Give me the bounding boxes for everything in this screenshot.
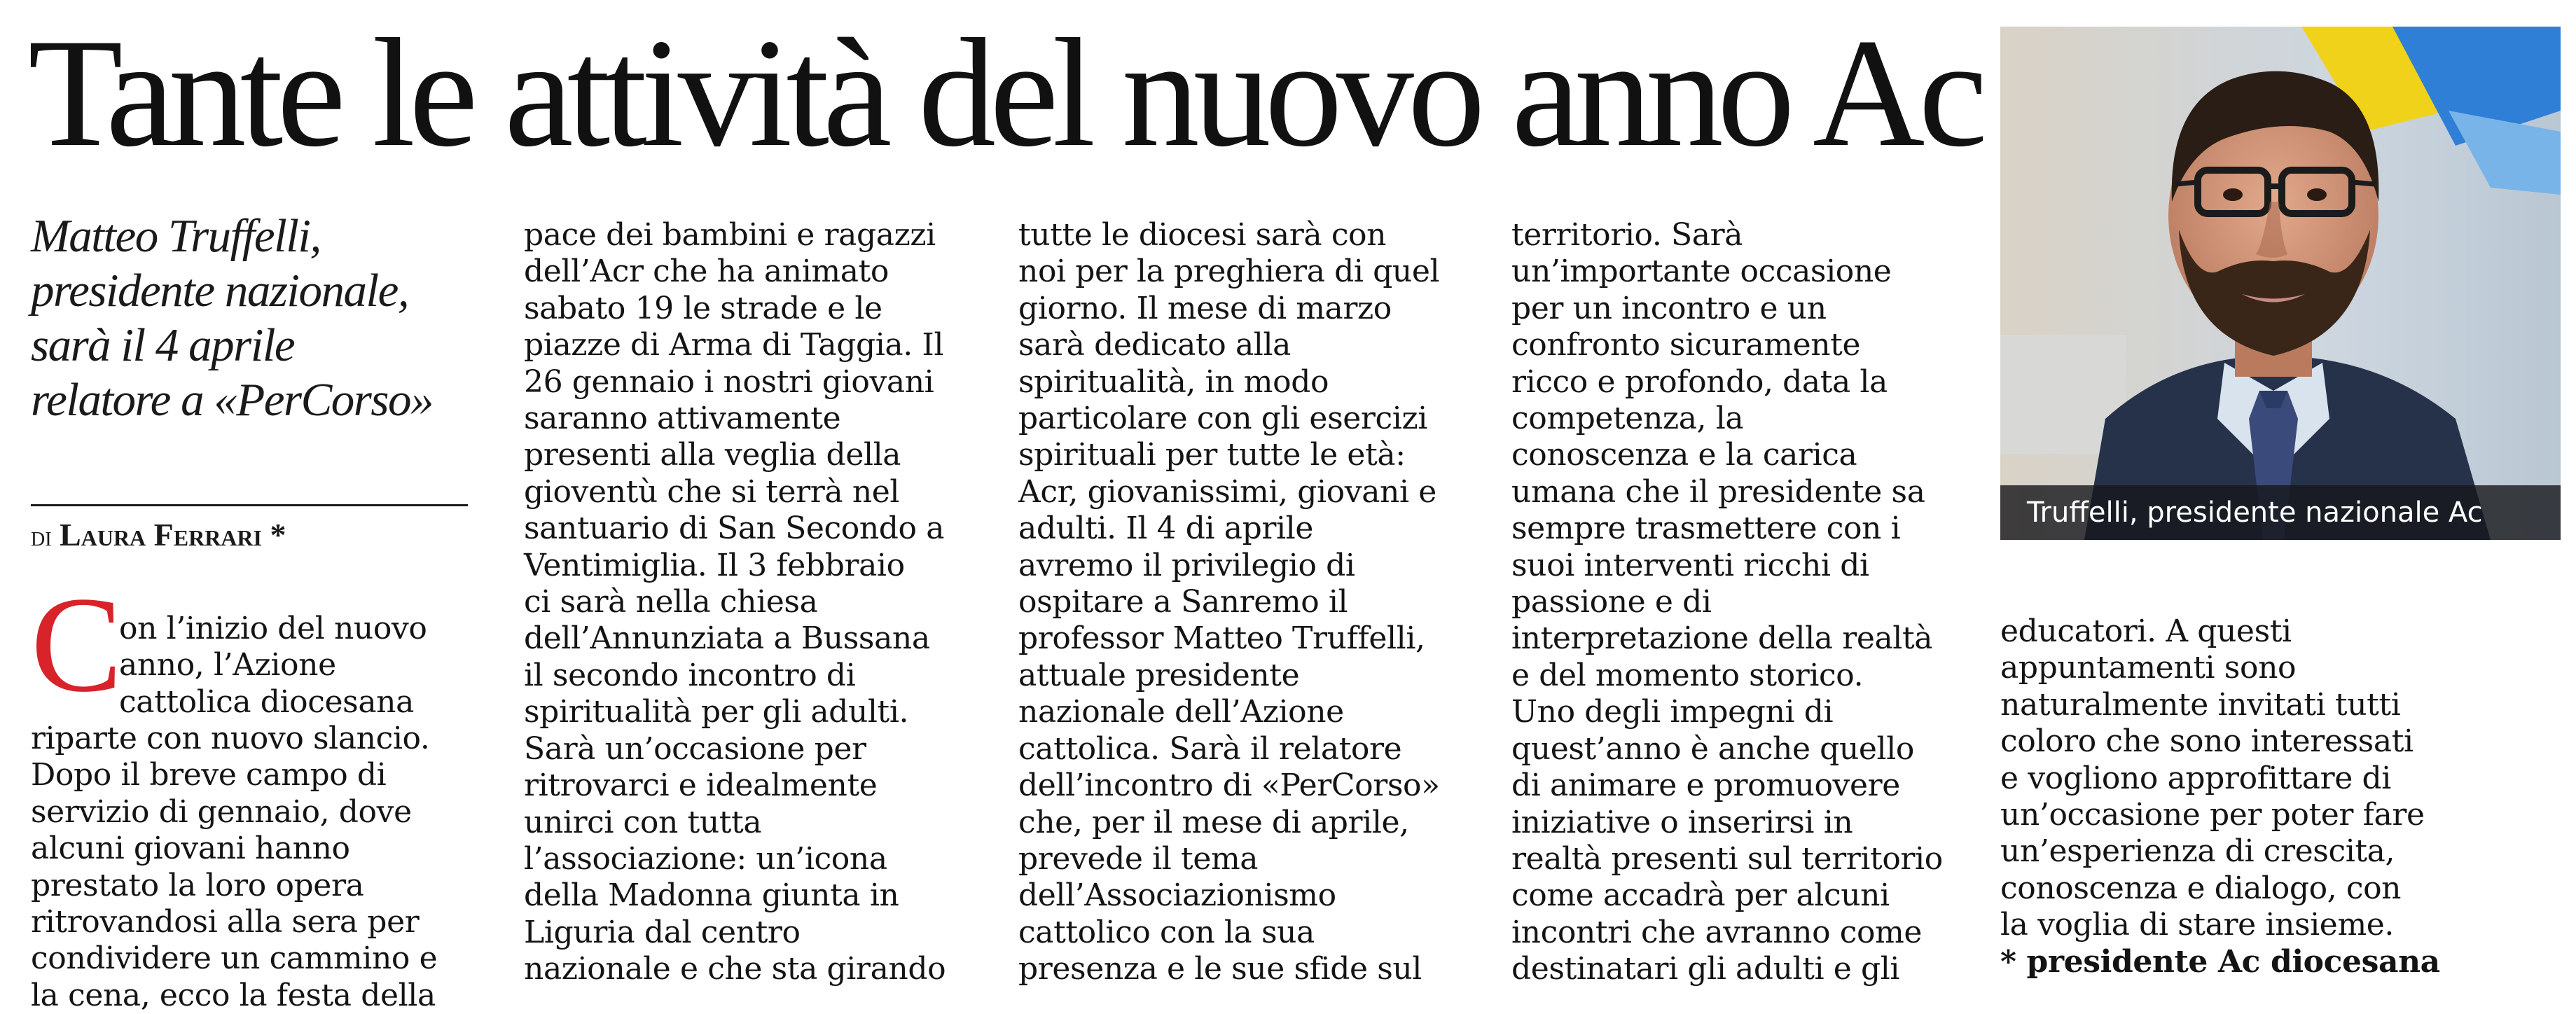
- text-line: noi per la preghiera di quel: [1018, 254, 1440, 290]
- text-line: che, per il mese di aprile,: [1018, 804, 1409, 840]
- text-line: dell’incontro di «PerCorso»: [1018, 768, 1440, 804]
- column-3: [1018, 217, 1440, 988]
- text-line: spiritualità per gli adulti.: [524, 694, 909, 730]
- subhead-line: sarà il 4 aprile: [31, 319, 295, 371]
- text-line: un’occasione per poter fare: [2000, 797, 2425, 833]
- text-line: sarà dedicato alla: [1018, 327, 1291, 363]
- photo-caption: Truffelli, presidente nazionale Ac: [2000, 485, 2561, 540]
- text-line: cattolica. Sarà il relatore: [1018, 730, 1402, 767]
- column-2: [524, 217, 946, 988]
- text-line: incontri che avranno come: [1511, 914, 1923, 950]
- text-line: unirci con tutta: [524, 804, 762, 840]
- text-line: 26 gennaio i nostri giovani: [524, 363, 934, 400]
- text-line: l’associazione: un’icona: [524, 840, 887, 877]
- text-line: spiritualità, in modo: [1018, 363, 1329, 400]
- text-line: gioventù che si terrà nel: [524, 473, 900, 510]
- text-line: Liguria dal centro: [524, 914, 801, 950]
- text-line: della Madonna giunta in: [524, 877, 899, 914]
- text-line: dell’Acr che ha animato: [524, 254, 889, 290]
- text-line: il secondo incontro di: [524, 657, 856, 693]
- text-line: piazze di Arma di Taggia. Il: [524, 327, 944, 363]
- text-line: presenza e le sue sfide sul: [1018, 951, 1422, 987]
- text-line: giorno. Il mese di marzo: [1018, 290, 1392, 326]
- headline: Tante le attività del nuovo anno Ac: [28, 7, 1981, 179]
- text-line: educatori. A questi: [2000, 613, 2292, 649]
- subhead-line: relatore a «PerCorso»: [31, 374, 433, 426]
- subhead-line: presidente nazionale,: [31, 265, 409, 317]
- text-line: Uno degli impegni di: [1511, 694, 1834, 730]
- text-line: saranno attivamente: [524, 401, 841, 437]
- text-line: prevede il tema: [1018, 840, 1259, 877]
- subhead-line: Matteo Truffelli,: [31, 210, 321, 262]
- text-line: umana che il presidente sa: [1511, 473, 1925, 510]
- portrait-illustration: [2000, 27, 2561, 540]
- text-line: e del momento storico.: [1511, 657, 1864, 693]
- author-signature: * presidente Ac diocesana: [2000, 943, 2440, 980]
- text-line: la voglia di stare insieme.: [2000, 907, 2394, 943]
- text-line: per un incontro e un: [1511, 290, 1827, 326]
- text-line: territorio. Sarà: [1511, 217, 1743, 253]
- byline-author: Laura Ferrari: [60, 517, 262, 553]
- text-line: un’esperienza di crescita,: [2000, 833, 2395, 870]
- text-line: particolare con gli esercizi: [1018, 401, 1427, 437]
- text-line: attuale presidente: [1018, 657, 1300, 693]
- column-5: [2000, 613, 2440, 980]
- text-line: condividere un cammino e: [31, 940, 438, 977]
- text-line: ci sarà nella chiesa: [524, 584, 818, 620]
- byline-prefix: di: [31, 520, 52, 552]
- text-line: alcuni giovani hanno: [31, 831, 350, 867]
- text-line: passione e di: [1511, 584, 1712, 620]
- text-line: Dopo il breve campo di: [31, 757, 387, 793]
- text-line: dell’Associazionismo: [1018, 877, 1336, 914]
- text-line: la cena, ecco la festa della: [31, 977, 436, 1013]
- text-line: interpretazione della realtà: [1511, 620, 1933, 657]
- text-line: cattolica diocesana: [119, 683, 414, 720]
- text-line: sabato 19 le strade e le: [524, 290, 882, 326]
- text-line: un’importante occasione: [1511, 254, 1892, 290]
- text-line: ritrovandosi alla sera per: [31, 904, 420, 940]
- byline: [31, 517, 286, 555]
- column-1-intro: [119, 611, 427, 721]
- text-line: professor Matteo Truffelli,: [1018, 620, 1425, 657]
- column-1: [31, 721, 437, 1014]
- text-line: anno, l’Azione: [119, 647, 336, 683]
- text-line: riparte con nuovo slancio.: [31, 721, 430, 756]
- text-line: prestato la loro opera: [31, 867, 364, 903]
- text-line: ricco e profondo, data la: [1511, 363, 1888, 400]
- text-line: santuario di San Secondo a: [524, 511, 945, 547]
- byline-suffix: *: [262, 517, 286, 553]
- dropcap: C: [31, 569, 123, 721]
- text-line: on l’inizio del nuovo: [119, 611, 427, 646]
- text-line: e vogliono approfittare di: [2000, 760, 2391, 796]
- subhead: [31, 209, 433, 427]
- text-line: come accadrà per alcuni: [1511, 877, 1890, 914]
- text-line: ritrovarci e idealmente: [524, 768, 878, 804]
- text-line: nazionale e che sta girando: [524, 951, 946, 987]
- text-line: confronto sicuramente: [1511, 327, 1861, 363]
- text-line: di animare e promuovere: [1511, 768, 1900, 804]
- text-line: sempre trasmettere con i: [1511, 511, 1901, 547]
- text-line: iniziative o inserirsi in: [1511, 804, 1853, 840]
- text-line: presenti alla veglia della: [524, 437, 901, 473]
- portrait-photo: [2000, 27, 2561, 540]
- text-line: quest’anno è anche quello: [1511, 730, 1914, 767]
- text-line: suoi interventi ricchi di: [1511, 547, 1869, 583]
- text-line: avremo il privilegio di: [1018, 547, 1355, 583]
- text-line: pace dei bambini e ragazzi: [524, 217, 936, 253]
- text-line: conoscenza e la carica: [1511, 437, 1857, 473]
- text-line: ospitare a Sanremo il: [1018, 584, 1348, 620]
- text-line: spirituali per tutte le età:: [1018, 437, 1406, 473]
- text-line: cattolico con la sua: [1018, 914, 1315, 950]
- text-line: naturalmente invitati tutti: [2000, 686, 2401, 723]
- text-line: appuntamenti sono: [2000, 650, 2297, 686]
- text-line: servizio di gennaio, dove: [31, 793, 412, 830]
- text-line: nazionale dell’Azione: [1018, 694, 1344, 730]
- text-line: competenza, la: [1511, 401, 1744, 437]
- text-line: conoscenza e dialogo, con: [2000, 870, 2402, 906]
- text-line: Sarà un’occasione per: [524, 730, 866, 767]
- text-line: Acr, giovanissimi, giovani e: [1018, 473, 1436, 510]
- text-line: dell’Annunziata a Bussana: [524, 620, 930, 657]
- text-line: coloro che sono interessati: [2000, 723, 2414, 760]
- text-line: adulti. Il 4 di aprile: [1018, 511, 1313, 547]
- text-line: destinatari gli adulti e gli: [1511, 951, 1900, 987]
- text-line: Ventimiglia. Il 3 febbraio: [524, 547, 905, 583]
- column-4: [1511, 217, 1943, 988]
- byline-rule: [31, 504, 468, 506]
- text-line: realtà presenti sul territorio: [1511, 840, 1943, 877]
- text-line: tutte le diocesi sarà con: [1018, 217, 1387, 253]
